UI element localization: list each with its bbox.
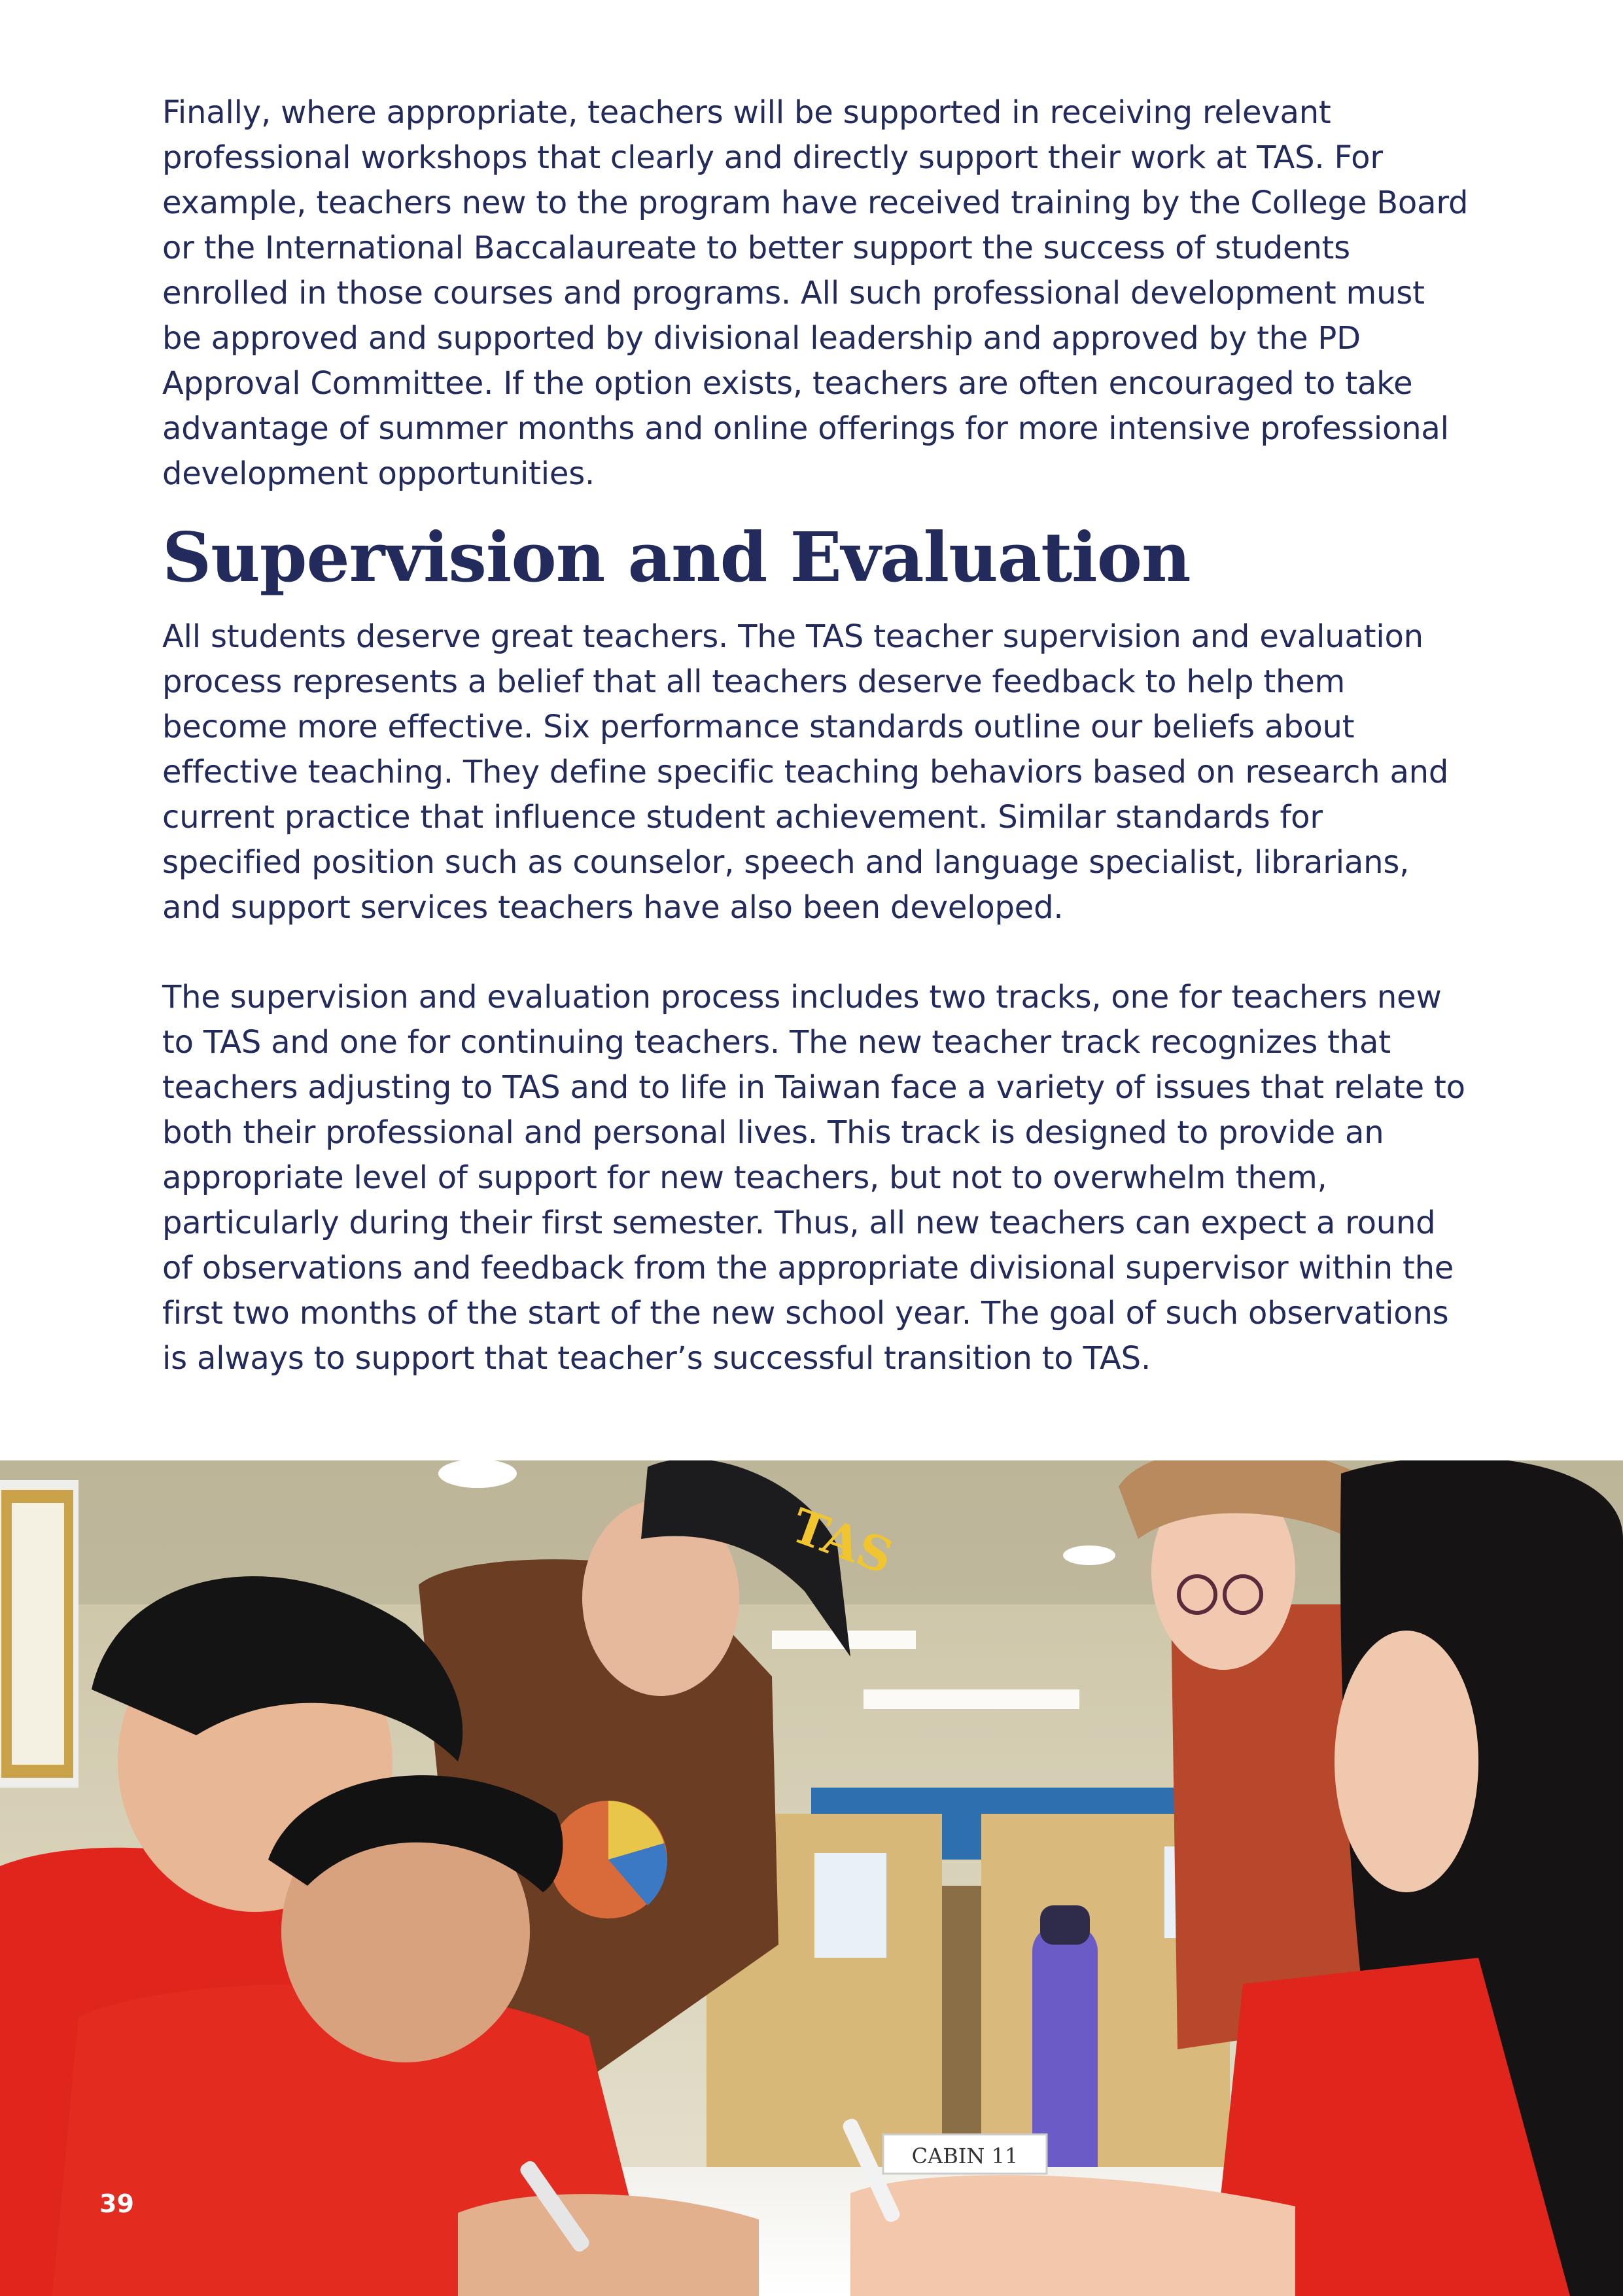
- ceiling-light: [438, 1460, 517, 1488]
- intro-paragraph: Finally, where appropriate, teachers will be supported in receiving relevant professional workshops that clearly and directly support their work at TAS. For example, teachers new to the program have received training by the College Board or the International Baccalaureate to better support the success of students enrolled in those courses and programs. All such professional development must be approved and supported by divisional leadership and approved by the PD Approval Committee. If the option exists, teachers are often encouraged to take advantage of summer months and online offerings for more intensive professional development opportunities.: [162, 94, 1469, 492]
- arm: [458, 2194, 759, 2296]
- body-paragraph-2: The supervision and evaluation process includes two tracks, one for teachers new to TAS and one for continuing teachers. The new teacher track recognizes that teachers adjusting to TAS and to life in Taiwan face a variety of issues that relate to both their professional and personal lives. This track is designed to provide an appropriate level of support for new teachers, but not to overwhelm them, particularly during their first semester. Thus, all new teachers can expect a round of observations and feedback from the appropriate divisional supervisor within the first two months of the start of the new school year. The goal of such observations is always to support that teacher’s successful transition to TAS.: [162, 979, 1465, 1377]
- bottle-cap: [1040, 1905, 1090, 1945]
- ceiling-light: [864, 1689, 1079, 1709]
- page-number: 39: [99, 2189, 134, 2218]
- cap-logo-text: TAS: [784, 1497, 901, 1585]
- section-heading: Supervision and Evaluation: [162, 517, 1191, 597]
- face: [1335, 1631, 1478, 1892]
- classroom-photo: [0, 1460, 1623, 2296]
- table-card-text: CABIN 11: [911, 2144, 1019, 2168]
- text-column: [162, 90, 1471, 1381]
- shelf-sign: [814, 1853, 886, 1958]
- photo-illustration: [0, 1460, 1623, 2296]
- body-paragraph-1: All students deserve great teachers. The TAS teacher supervision and evaluation process represents a belief that all teachers deserve feedback to help them become more effective. Six performance standards outline our beliefs about effective teaching. They define specific teaching behaviors based on research and current practice that influence student achievement. Similar standards for specified position such as counselor, speech and language specialist, librarians, and support services teachers have also been developed.: [162, 618, 1449, 926]
- ceiling-light: [1063, 1545, 1115, 1565]
- picture: [12, 1503, 64, 1765]
